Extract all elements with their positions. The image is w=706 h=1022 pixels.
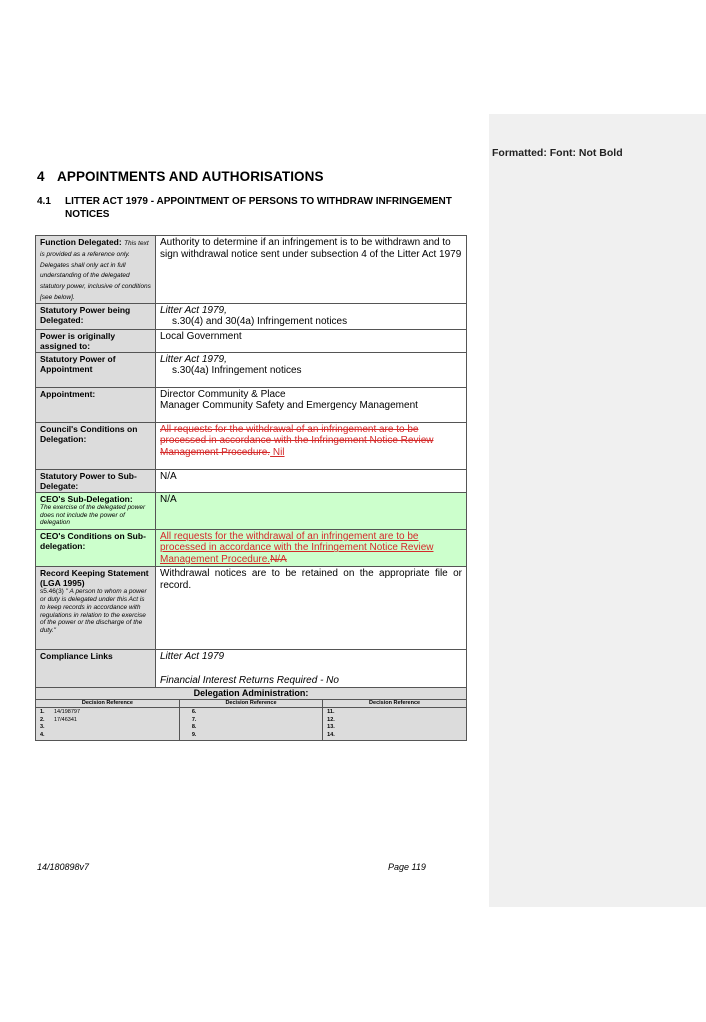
list-item: 14. (327, 731, 335, 738)
function-delegated-value: Authority to determine if an infringement is to be withdrawn and to sign withdrawal notice sent under subsection 4 of the Litter Act 1979 (156, 236, 467, 304)
row-statutory-power-appointment (36, 352, 467, 387)
row-power-originally (36, 329, 467, 352)
row-function-delegated (36, 236, 467, 304)
decision-reference-column-1 (36, 708, 179, 741)
decision-reference-header-3: Decision Reference (323, 700, 466, 708)
power-originally-value: Local Government (156, 329, 467, 352)
list-item: 12. (327, 716, 335, 723)
section-title: APPOINTMENTS AND AUTHORISATIONS (57, 169, 324, 184)
appointment-line-2: Manager Community Safety and Emergency Management (160, 400, 418, 412)
statutory-power-value (156, 303, 467, 329)
comment-pane (489, 114, 706, 907)
section-number: 4 (37, 169, 45, 184)
appointment-line-1: Director Community & Place (160, 388, 286, 400)
row-admin-body (36, 700, 467, 741)
power-to-subdelegate-value: N/A (156, 469, 467, 492)
council-conditions-inserted-text: Nil (270, 446, 285, 458)
council-conditions-value (156, 422, 467, 469)
appointment-act: Litter Act 1979, (160, 353, 227, 365)
subsection-number: 4.1 (37, 196, 51, 207)
compliance-links-value (156, 650, 467, 688)
footer-doc-reference: 14/180898v7 (37, 862, 90, 872)
ceo-conditions-deleted-text: N/A (270, 553, 287, 565)
row-ceo-subdelegation (36, 492, 467, 529)
ceo-conditions-inserted-text: All requests for the withdrawal of an infringement are to be processed in accordance with the Infringement Notice Review Management Procedure. (160, 530, 434, 565)
list-item: 7. (191, 716, 197, 723)
row-admin-header (36, 688, 467, 700)
record-keeping-label: Record Keeping Statement (LGA 1995) s5.46(3) " A person to whom a power or duty is delegated under this Act is to keep records in accordance with regulations in relation to the exercise of the power or the discharge of the duty." (36, 567, 156, 650)
list-item: 3. (40, 724, 45, 731)
decision-reference-table (36, 700, 466, 740)
list-item: 6. (191, 709, 197, 716)
record-keeping-value: Withdrawal notices are to be retained on the appropriate file or record. (156, 567, 467, 650)
appointment-sections: s.30(4a) Infringement notices (172, 365, 302, 377)
statutory-power-act: Litter Act 1979, (160, 304, 227, 316)
decision-reference-column-3 (323, 708, 466, 741)
function-delegated-note: This text is provided as a reference only. Delegates shall only act in full understanding of the delegated statutory power, inclusive of conditions [see below]. (40, 240, 151, 301)
list-item: 13. (327, 724, 335, 731)
record-keeping-note: s5.46(3) " A person to whom a power or duty is delegated under this Act is to keep records in accordance with regulations in relation to the exercise of the power or the discharge of the duty." (40, 588, 147, 635)
council-conditions-label: Council's Conditions on Delegation: (36, 422, 156, 469)
delegation-table (35, 235, 467, 741)
decision-reference-column-2 (179, 708, 322, 741)
compliance-links-label: Compliance Links (36, 650, 156, 688)
list-item: 1. 14/198797 (40, 709, 80, 716)
list-item: 2. 17/46341 (40, 716, 77, 723)
row-power-to-subdelegate (36, 469, 467, 492)
power-to-subdelegate-label: Statutory Power to Sub-Delegate: (36, 469, 156, 492)
subsection-title: LITTER ACT 1979 - APPOINTMENT OF PERSONS TO WITHDRAW INFRINGEMENT NOTICES (65, 196, 452, 220)
compliance-act: Litter Act 1979 (160, 651, 225, 663)
financial-interest-returns: Financial Interest Returns Required - No (160, 674, 339, 686)
section-heading (37, 169, 324, 184)
list-item: 11. (327, 709, 335, 716)
row-statutory-power (36, 303, 467, 329)
row-compliance-links (36, 650, 467, 688)
ceo-conditions-value (156, 529, 467, 567)
statutory-power-sections: s.30(4) and 30(4a) Infringement notices (172, 316, 348, 328)
power-originally-label: Power is originally assigned to: (36, 329, 156, 352)
ceo-subdelegation-value: N/A (156, 492, 467, 529)
statutory-power-label: Statutory Power being Delegated: (36, 303, 156, 329)
footer-page-number: Page 119 (388, 862, 426, 872)
row-ceo-conditions (36, 529, 467, 567)
appointment-label: Appointment: (36, 387, 156, 422)
statutory-power-appointment-value (156, 352, 467, 387)
comment-formatted-note[interactable]: Formatted: Font: Not Bold (492, 147, 623, 159)
decision-reference-header-2: Decision Reference (179, 700, 322, 708)
list-item: 9. (191, 731, 197, 738)
row-record-keeping (36, 567, 467, 650)
function-delegated-label: Function Delegated: This text is provided as a reference only. Delegates shall only act in full understanding of the delegated statutory power, inclusive of conditions [see below]. (36, 236, 156, 304)
delegation-administration-title: Delegation Administration: (36, 688, 467, 700)
statutory-power-appointment-label: Statutory Power of Appointment (36, 352, 156, 387)
appointment-value (156, 387, 467, 422)
ceo-conditions-label: CEO's Conditions on Sub-delegation: (36, 529, 156, 567)
council-conditions-deleted-text: All requests for the withdrawal of an infringement are to be processed in accordance with the Infringement Notice Review Management Procedure. (160, 423, 434, 458)
decision-reference-header-1: Decision Reference (36, 700, 179, 708)
ceo-subdelegation-note: The exercise of the delegated power does not include the power of delegation (40, 503, 146, 527)
list-item: 8. (191, 724, 197, 731)
row-appointment (36, 387, 467, 422)
list-item: 4. (40, 731, 45, 738)
row-council-conditions (36, 422, 467, 469)
ceo-subdelegation-label: CEO's Sub-Delegation: The exercise of the delegated power does not include the power of delegation (36, 492, 156, 529)
